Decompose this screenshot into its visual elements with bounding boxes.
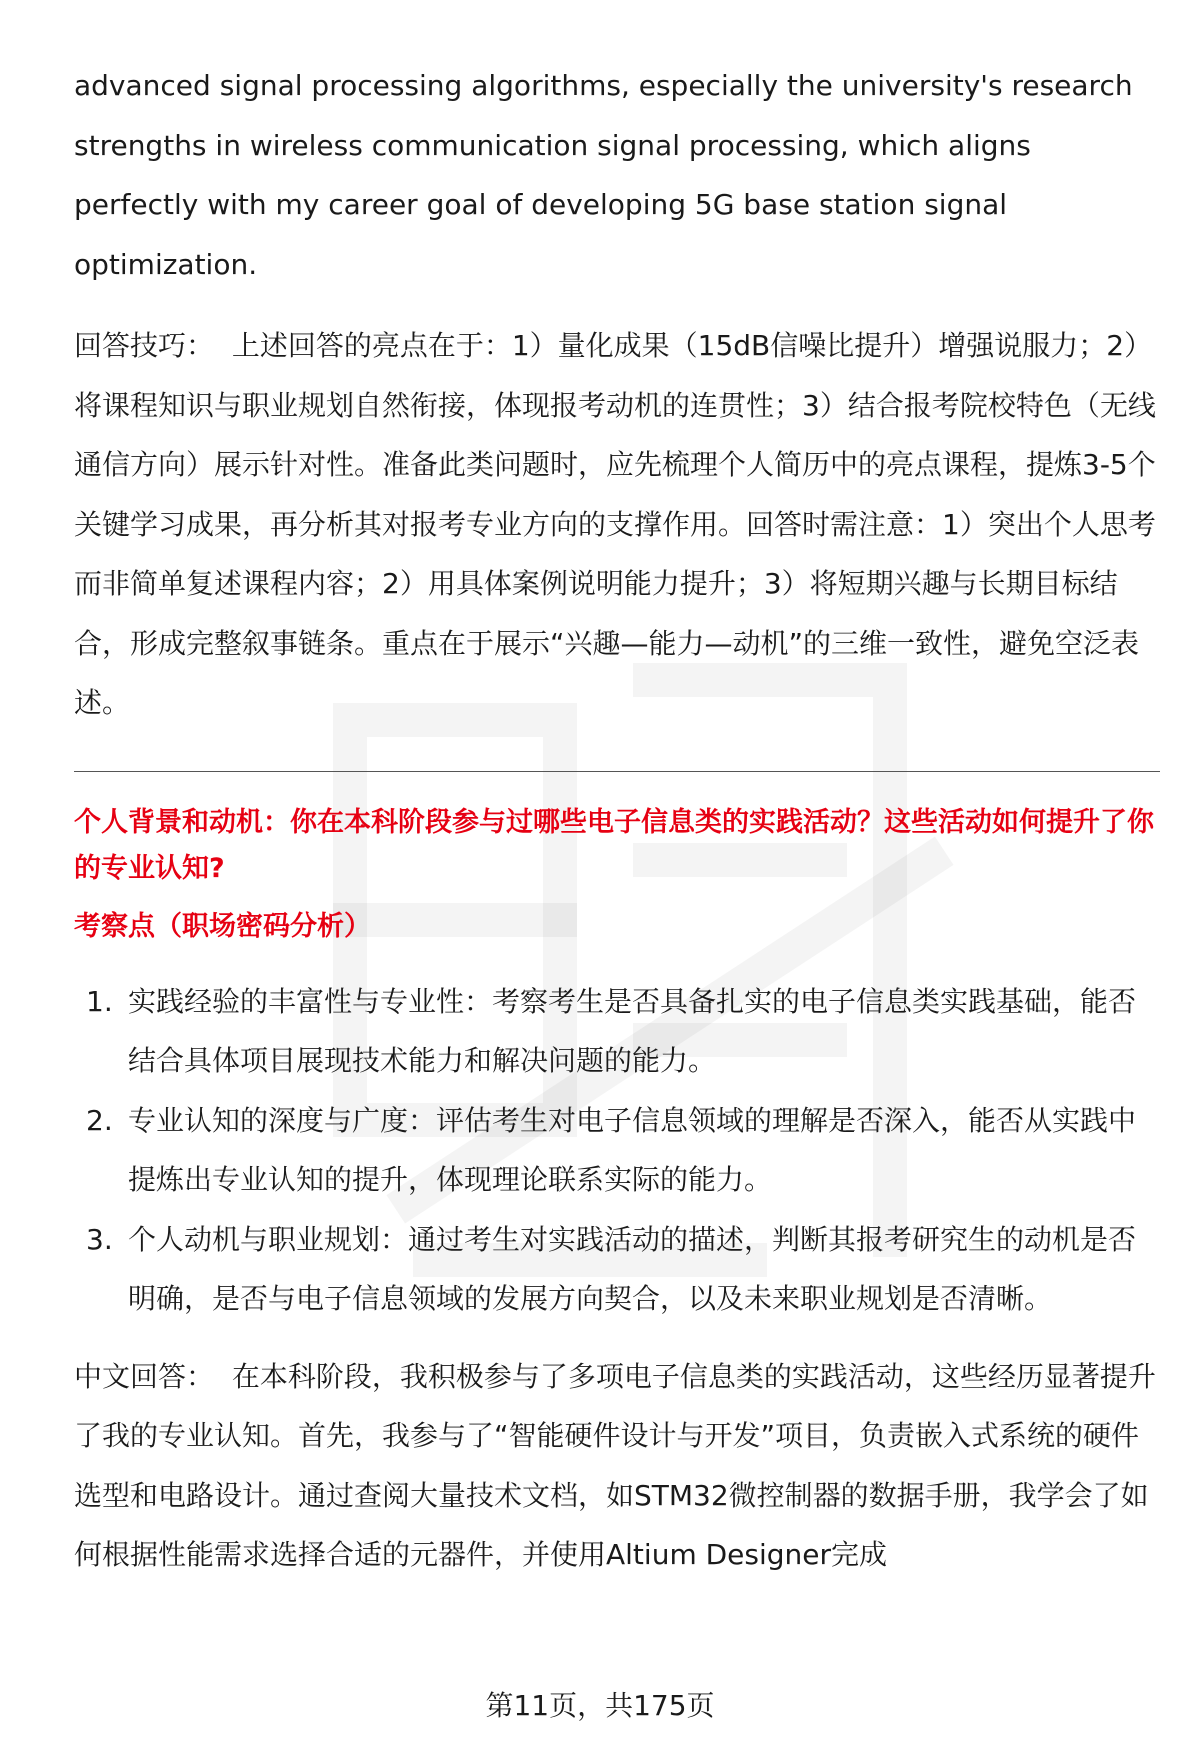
tips-label: 回答技巧： <box>74 329 215 362</box>
tips-paragraph <box>74 316 1160 733</box>
list-item-text: 个人动机与职业规划：通过考生对实践活动的描述，判断其报考研究生的动机是否明确，是否与电子信息领域的发展方向契合，以及未来职业规划是否清晰。 <box>128 1222 1137 1315</box>
list-item-number: 3. <box>86 1222 113 1256</box>
assessment-points-list <box>74 972 1160 1329</box>
answer-label: 中文回答： <box>74 1359 215 1393</box>
answer-paragraph <box>74 1347 1160 1585</box>
list-item-number: 1. <box>86 984 113 1018</box>
list-item <box>74 1091 1160 1210</box>
list-item <box>74 972 1160 1091</box>
list-item-number: 2. <box>86 1103 113 1137</box>
list-item-text: 实践经验的丰富性与专业性：考察考生是否具备扎实的电子信息类实践基础，能否结合具体项目展现技术能力和解决问题的能力。 <box>128 984 1137 1077</box>
section-divider <box>74 771 1160 772</box>
document-page <box>74 56 1160 1585</box>
list-item-text: 专业认知的深度与广度：评估考生对电子信息领域的理解是否深入，能否从实践中提炼出专业认知的提升，体现理论联系实际的能力。 <box>128 1103 1137 1196</box>
page-number-footer: 第11页，共175页 <box>485 1689 715 1722</box>
intro-paragraph: advanced signal processing algorithms, especially the university's research strengths in wireless communication signal processing, which aligns perfectly with my career goal of developing 5G base station signal optimization. <box>74 69 1133 281</box>
list-item <box>74 1210 1160 1329</box>
assessment-points-heading: 考察点（职场密码分析） <box>74 910 371 942</box>
answer-text: 在本科阶段，我积极参与了多项电子信息类的实践活动，这些经历显著提升了我的专业认知。首先，我参与了“智能硬件设计与开发”项目，负责嵌入式系统的硬件选型和电路设计。通过查阅大量技术文档，如STM32微控制器的数据手册，我学会了如何根据性能需求选择合适的元器件，并使用Altium Designer完成 <box>74 1359 1156 1571</box>
question-heading: 个人背景和动机：你在本科阶段参与过哪些电子信息类的实践活动？这些活动如何提升了你的专业认知? <box>74 806 1154 884</box>
tips-text: 上述回答的亮点在于：1）量化成果（15dB信噪比提升）增强说服力；2）将课程知识与职业规划自然衔接，体现报考动机的连贯性；3）结合报考院校特色（无线通信方向）展示针对性。准备此类问题时，应先梳理个人简历中的亮点课程，提炼3-5个关键学习成果，再分析其对报考专业方向的支撑作用。回答时需注意：1）突出个人思考而非简单复述课程内容；2）用具体案例说明能力提升；3）将短期兴趣与长期目标结合，形成完整叙事链条。重点在于展示“兴趣—能力—动机”的三维一致性，避免空泛表述。 <box>74 329 1156 719</box>
